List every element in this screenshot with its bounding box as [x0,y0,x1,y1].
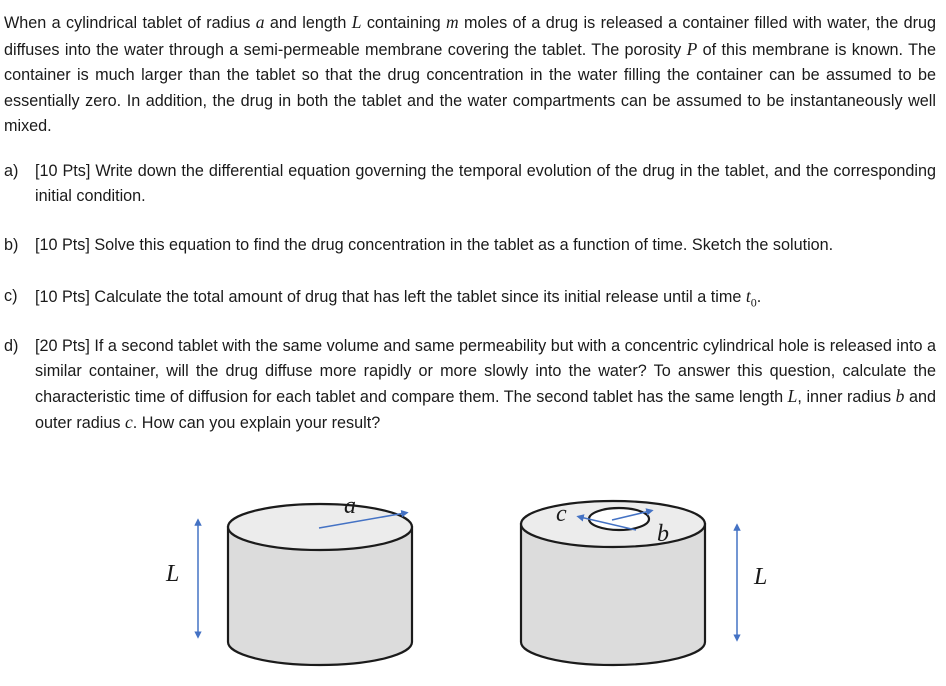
hollow-cylinder [521,501,767,665]
question-a-label: a) [4,162,19,180]
solid-cylinder-top [228,504,412,550]
question-c-text: [10 Pts] Calculate the total amount of drug that has left the tablet since its initial release until a time $t_0$. [35,286,762,310]
question-c-label: c) [4,287,18,305]
question-a-text: [10 Pts] Write down the differential equation governing the temporal evolution of the drug in the tablet, and the corresponding initial condition. [35,162,936,205]
inner-radius-b-label: b [657,521,669,547]
var-P: P [686,38,698,59]
var-m: m [446,12,459,32]
radius-a-label: a [344,493,356,519]
solid-cylinder [165,493,412,665]
var-L: L [351,12,362,32]
length-label-right: L [754,564,768,590]
var-L: L [787,386,798,406]
var-c: c [124,412,133,432]
var-t0: $t_0$ [745,286,757,310]
question-b-text: [10 Pts] Solve this equation to find the drug concentration in the tablet as a function of time. Sketch the solution. [35,236,834,254]
problem-intro: When a cylindrical tablet of radius a and length L containing m moles of a drug is released a container filled with water, the drug diffuses into the water through a semi-permeable membrane covering the tablet. The porosity P of this membrane is known. The container is much larger than the tablet so that the drug concentration in the water filling the container can be assumed to be essentially zero. In addition, the drug in both the tablet and the water compartments can be assumed to be instantaneously well mixed. [4,12,937,135]
var-a: a [255,12,265,32]
var-b: b [895,386,905,406]
question-d-text: [20 Pts] If a second tablet with the same volume and same permeability but with a concentric cylindrical hole is released into a similar container, will the drug diffuse more rapidly or more slowly into the water? To answer this question, calculate the characteristic time of diffusion for each tablet and compare them. The second tablet has the same length L, inner radius b and outer radius c. How can you explain your result? [35,337,936,432]
question-d-label: d) [4,337,19,355]
question-b-label: b) [4,236,19,254]
outer-radius-c-label: c [556,501,567,527]
length-label-left: L [166,561,180,587]
